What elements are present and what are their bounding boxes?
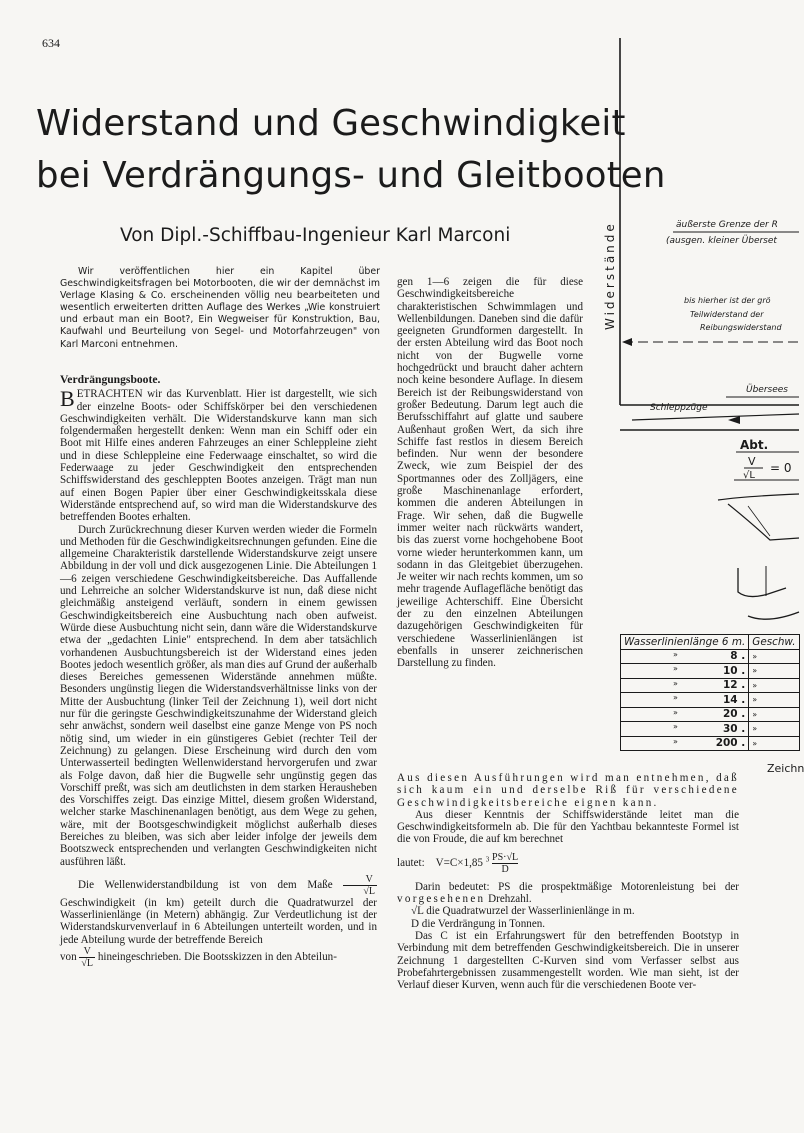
table-cell-length: 10 — [722, 664, 738, 677]
ditto-mark: » — [673, 707, 678, 717]
table-cell-speed: » — [749, 707, 799, 722]
ratio-fraction — [343, 874, 377, 897]
table-row: » 14 . » — [621, 693, 800, 708]
note-limit-line-1: äußerste Grenze der R — [676, 220, 778, 230]
label-ratio-numerator: V — [748, 455, 756, 468]
table-row: » 30 . » — [621, 722, 800, 737]
note-friction-line-1: bis hierher ist der grö — [684, 296, 771, 305]
formula-numerator: PS·√L — [492, 851, 519, 863]
right-paragraph-4: Das C ist ein Erfahrungswert für den betreffenden Bootstyp in Verbindung mit dem betreffenden Geschwindigkeitsbereich. Die in unserer Zeichnung 1 dargestellten C-Kurven sind vom Verfasser selbst aus Probefahrtergebnissen zusammengestellt worden. Wie man sieht, ist der Verlauf dieser Kurven, wenn auch für die verschiedenen Boote ver- — [397, 929, 739, 992]
right-spaced-paragraph: Aus diesen Ausführungen wird man entnehmen, daß sich kaum ein und derselbe Riß für verschiedene Geschwindigkeitsbereiche eignen kann. — [397, 772, 739, 809]
table-row: » 8 . » — [621, 649, 800, 664]
table-cell-speed: » — [749, 664, 799, 679]
table-cell-length: 14 — [722, 693, 738, 706]
right-paragraph-3c: D die Verdrängung in Tonnen. — [411, 917, 546, 930]
ditto-mark: » — [673, 736, 678, 746]
right-column-upper — [397, 276, 583, 670]
article-title — [36, 98, 666, 202]
formula-denominator: D — [492, 863, 518, 875]
arrow-right-icon — [728, 416, 740, 424]
left-paragraph-3 — [60, 874, 377, 946]
speed-table-header-speed: Geschw. — [749, 635, 799, 650]
left-column — [60, 374, 377, 969]
title-line-2: bei Verdrängungs- und Gleitbooten — [36, 155, 666, 196]
hull-profile-line — [728, 504, 799, 540]
section-sketch-2 — [748, 612, 799, 619]
ratio-numerator: V — [365, 873, 373, 885]
y-axis-label: Widerstände — [603, 221, 617, 330]
drop-cap: B — [60, 386, 75, 412]
table-row: » 20 . » — [621, 707, 800, 722]
left-paragraph-1 — [60, 388, 377, 523]
arrow-left-icon — [622, 338, 632, 346]
label-ratio-denominator: √L — [743, 470, 755, 481]
right-paragraph-3a-post: Drehzahl. — [488, 893, 532, 906]
schleppzuege-line — [632, 414, 799, 420]
table-cell-speed: » — [749, 693, 799, 708]
right-paragraph-2: Aus dieser Kenntnis der Schiffswiderstände leitet man die Geschwindigkeitsformeln ab. Die für den Yachtbau bekanntestе Formel ist die von Froude, die auf km berechnet — [397, 808, 739, 846]
section-subhead: Verdrängungsboote. — [60, 373, 161, 386]
ratio-fraction-2 — [79, 946, 95, 969]
label-schleppzuege: Schleppzüge — [650, 403, 708, 413]
formula-fraction — [492, 852, 518, 875]
note-limit-line-2: (ausgen. kleiner Überset — [666, 236, 777, 246]
right-paragraph-3a-pre: Darin bedeutet: PS die prospektmäßige Motorenleistung bei der — [415, 880, 739, 893]
formula-body: V=C×1,85 — [435, 856, 483, 869]
table-cell-speed: » — [749, 649, 799, 664]
right-paragraph-3b: √L die Quadratwurzel der Wasserlinienlänge in m. — [411, 905, 635, 918]
hull-deck-line — [718, 494, 799, 500]
ditto-mark: » — [673, 664, 678, 673]
left-paragraph-4-pre: von — [60, 951, 77, 964]
table-cell-speed: » — [749, 736, 799, 751]
table-row: » 200 . » — [621, 736, 800, 751]
intro-paragraph — [60, 266, 380, 351]
title-line-1: Widerstand und Geschwindigkeit — [36, 103, 626, 144]
left-paragraph-3-post: Geschwindigkeit (in km) geteilt durch die Quadratwurzel der Wasserlinienlänge (in Metern) abhängig. Zur Verdeutlichung ist der Widerstandskurvenverlauf in 6 Abteilungen unterteilt worden, und in jede Abteilung wurde der betreffende Bereich — [60, 896, 377, 946]
left-paragraph-4 — [60, 946, 377, 969]
intro-text: Wir veröffentlichen hier ein Kapitel über Geschwindigkeitsfragen bei Motorbooten, die wir der demnächst im Verlage Klasing & Co. erscheinenden völlig neu bearbeiteten und wesentlich erweiterten dritten Auflage des Werkes „Wie konstruiert und erbaut man ein Boot?, Ein Wegweiser für Konstruktion, Bau, Kaufwahl und Beurteilung von Segel- und Motorfahrzeugen" von Karl Marconi entnehmen. — [60, 266, 380, 350]
left-paragraph-3-pre: Die Wellenwiderstandbildung ist von dem Maße — [78, 878, 333, 891]
formula-root-index: 3 — [485, 855, 490, 864]
formula-lead: lautet: — [397, 856, 425, 869]
ratio-denominator: √L — [343, 885, 377, 897]
right-paragraph-3a-spaced: vorgesehenen — [397, 893, 486, 906]
table-row: » 10 . » — [621, 664, 800, 679]
left-paragraph-4-post: hineingeschrieben. Die Bootsskizzen in den Abteilun- — [97, 951, 337, 964]
ratio-numerator-2: V — [83, 946, 91, 958]
page-number: 634 — [42, 36, 60, 50]
speed-table-header-length: Wasserlinienlänge 6 m. — [621, 635, 749, 650]
ditto-mark: » — [673, 678, 678, 688]
table-row: » 12 . » — [621, 678, 800, 693]
figure-caption: Zeichn — [767, 762, 804, 775]
label-ratio-value: = 0 — [770, 461, 792, 475]
table-cell-speed: » — [749, 722, 799, 737]
table-cell-length: 8 — [730, 650, 738, 663]
table-cell-length: 200 — [715, 737, 738, 750]
resistance-figure — [598, 0, 799, 1133]
ratio-denominator-2: √L — [81, 958, 94, 970]
speed-table — [620, 634, 800, 751]
right-paragraph-1: gen 1—6 zeigen die für diese Geschwindigkeitsbereiche charakteristischen Schwimmlagen und Wellenbildungen. Daneben sind die dafür geeigneten Grundformen dargestellt. In der ersten Abteilung wird das Boot noch nicht von der Bugwelle vorne hochgedrückt und braucht daher achtern noch keine besondere Auflage. In diesem Bereich ist der Reibungswiderstand von großer Bedeutung. Darum legt auch die Berufsschiffahrt auf glatte und saubere Außenhaut großen Wert, da sich ihre Schiffe fast restlos in diesem Bereich befinden. Nur wenn der besondere Zweck, wie zum Beispiel der des Sportmannes oder des Zolljägers, eine große Maschinenanlage erfordert, kommen die anderen Abteilungen in Frage. Wir sehen, daß die Bugwelle immer weiter nach rückwärts wandert, bis das zuerst vorne hochgehobene Boot vorne wieder herunterkommen kann, um sodann in das Gleitgebiet überzugehen. Je weiter wir nach rechts kommen, um so mehr tragende Auflagefläche benötigt das jeweilige Achterschiff. Eine Übersicht der zu den einzelnen Abteilungen dazugehörigen Geschwindigkeiten für verschiedene Wasserlinienlängen ist ebenfalls in unserer zeichnerischen Darstellung zu finden. — [397, 276, 583, 670]
byline: Von Dipl.-Schiffbau-Ingenieur Karl Marconi — [120, 225, 511, 246]
table-cell-speed: » — [749, 678, 799, 693]
ditto-mark: » — [673, 722, 678, 731]
ditto-mark: » — [673, 649, 678, 659]
ditto-mark: » — [673, 693, 678, 702]
section-sketch-1 — [738, 568, 786, 597]
note-friction-line-3: Reibungswiderstand — [700, 323, 782, 332]
left-paragraph-1-text: ETRACHTEN wir das Kurvenblatt. Hier ist dargestellt, wie sich der einzelne Boots- oder Schiffskörper bei den verschiedenen Geschwindigkeiten verhält. Die Widerstandskurve kann man sich folgendermaßen hergestellt denken: Wenn man ein Schiff oder ein Boot mit Hilfe eines anderen Fahrzeuges an einer Schleppleine zieht und in diese Schleppleine eine Federwaage einschaltet, so wird die Federwaage zu jeder Geschwindigkeit den entsprechenden Schiffswiderstand des geschleppten Bootes anzeigen. Trägt man nun auf einen Bogen Papier über einer Geschwindigkeitsskala diese Widerstände entsprechend auf, so wird man die Widerstandskurve des betreffenden Bootes erhalten. — [60, 388, 377, 524]
speed-table-header-row — [621, 635, 800, 650]
table-cell-length: 12 — [722, 679, 738, 692]
label-abt: Abt. — [740, 438, 769, 452]
table-cell-length: 20 — [722, 708, 738, 721]
note-friction-line-2: Teilwiderstand der — [690, 310, 764, 319]
label-ueberseeschiffe: Übersees — [746, 385, 788, 395]
table-cell-length: 30 — [722, 722, 738, 735]
hull-hatch-line — [748, 506, 770, 536]
left-paragraph-2: Durch Zurückrechnung dieser Kurven werden wieder die Formeln und Methoden für die Geschwindigkeitsrechnungen gefunden. Eine die allgemeine Charakteristik darstellende Widerstandskurve zeigt unsere Abbildung in der voll und dick ausgezogenen Linie. Die Abteilungen 1—6 zeigen verschiedene Geschwindigkeitsbereiche. Das Auffallende und Lehrreiche an solcher Widerstandskurve ist nun, daß diese nicht gleichmäßig ansteigend verläuft, sondern in einem gewissen Geschwindigkeitsbereich eine Ausbuchtung nach oben aufweist. Würde diese Ausbuchtung nicht sein, dann wäre die Widerstandskurve etwa der „gedachten Linie" entsprechend. In dem aber tatsächlich vorhandenen Ausbuchtungsbereich ist der Widerstand eines jeden Bootes jedoch wesentlich größer, als man dies auf Grund der außerhalb dieses Bereiches gemessenen Widerstände annehmen müßte. Besonders ungünstig liegen die Widerstandsverhältnisse links von der Mitte der Ausbuchtung (linker Teil der Zeichnung 1), weil dort nicht nur für die geringste Geschwindigkeitszunahme der Widerstand gleich sehr anwächst, sondern weil daselbst eine ganze Menge von PS noch nötig sind, um wieder in ein günstigeres Gebiet (rechter Teil der Zeichnung) zu gelangen. Diese Erscheinung wird durch den vom Unterwasserteil bedingten Wellenwiderstand hervorgerufen und zwar als Folge davon, daß hier die Bugwelle sehr ungünstig gegen das Vorschiff preßt, was sich am deutlichsten in dem starken Herausheben des Vorschiffes zeigt. Das einzige Mittel, diesem großen Widerstand, welcher starke Maschinenanlagen benötigt, aus dem Wege zu gehen, wäre, mit der Bootsgeschwindigkeit möglichst außerhalb dieses Bereiches zu bleiben, was sich aber leider infolge der jeweils dem Bootszweck entsprechenden und verlangten Geschwindigkeiten nicht ausführen läßt. — [60, 523, 377, 868]
resistance-figure-drawing — [598, 0, 799, 1133]
